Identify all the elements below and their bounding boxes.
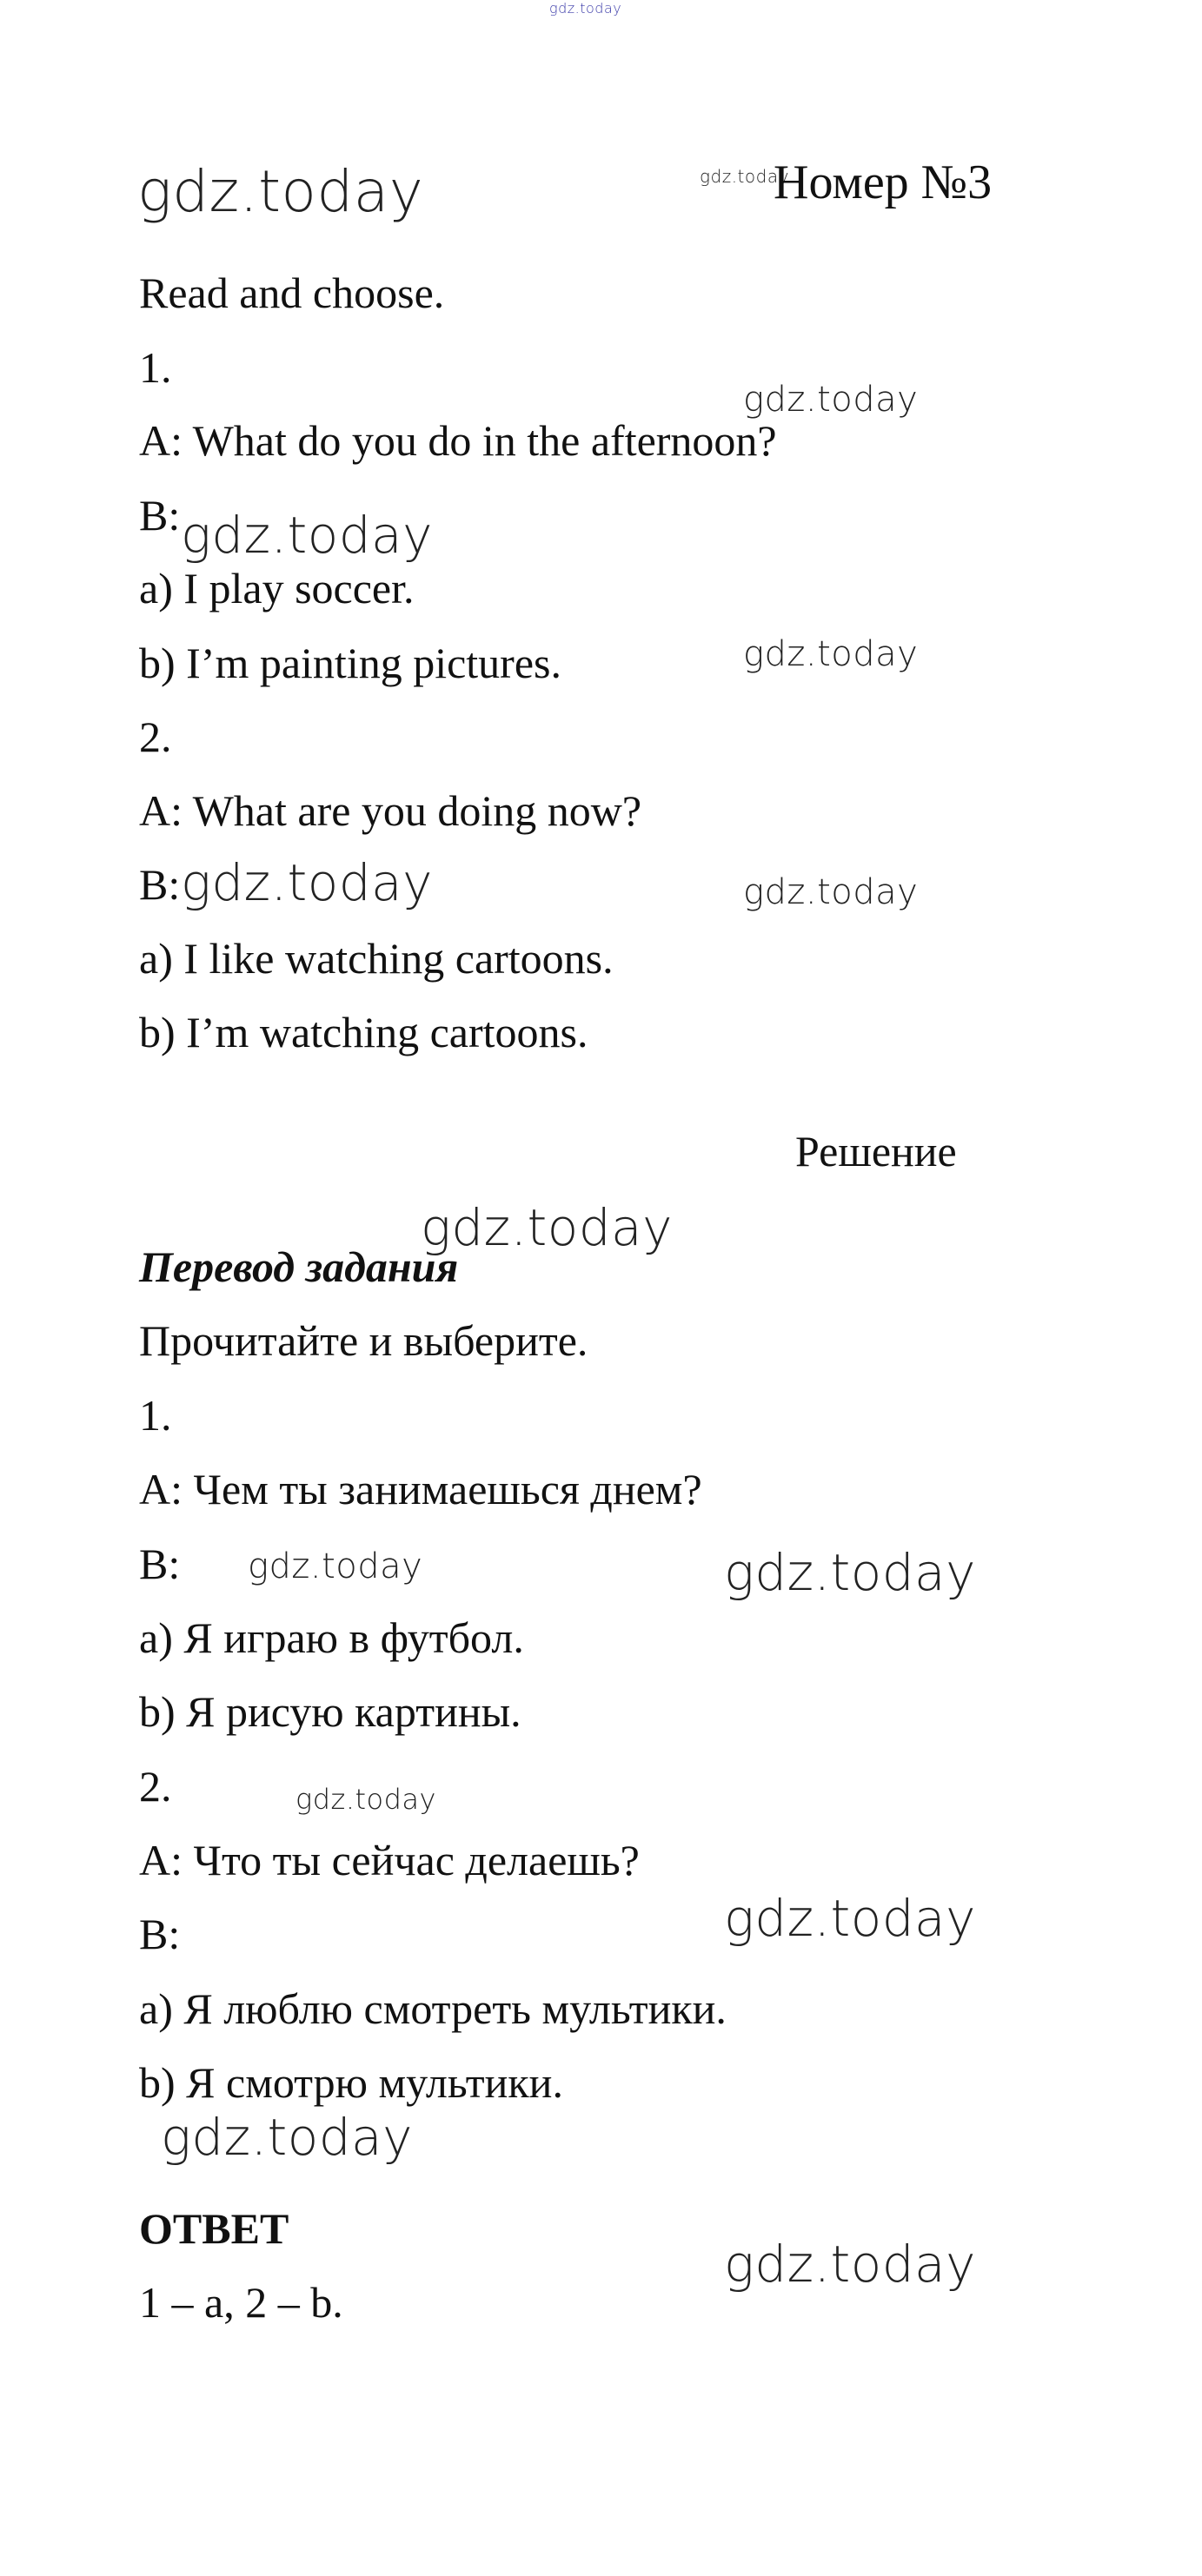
watermark: gdz.today — [181, 853, 433, 912]
watermark: gdz.today — [181, 506, 433, 565]
watermark-header-logo: gdz.today — [137, 158, 424, 225]
watermark: gdz.today — [724, 1543, 976, 1602]
option: a) Я люблю смотреть мультики. — [139, 1984, 727, 2033]
watermark: gdz.today — [248, 1546, 423, 1586]
option: a) I like watching cartoons. — [139, 934, 614, 983]
answer-text: 1 – a, 2 – b. — [139, 2278, 343, 2327]
question-line: A: What are you doing now? — [139, 786, 642, 835]
answer-prompt: B: — [139, 1540, 181, 1588]
translation-instruction: Прочитайте и выберите. — [139, 1316, 588, 1365]
watermark: gdz.today — [724, 2235, 976, 2294]
question-line: A: What do you do in the afternoon? — [139, 416, 777, 465]
option: a) I play soccer. — [139, 564, 415, 613]
question-number: 2. — [139, 712, 172, 761]
question-line: A: Что ты сейчас делаешь? — [139, 1836, 640, 1884]
watermark: gdz.today — [743, 872, 919, 912]
task-instruction: Read and choose. — [139, 268, 445, 317]
watermark-header-small: gdz.today — [700, 166, 789, 187]
watermark: gdz.today — [724, 1889, 976, 1948]
watermark: gdz.today — [161, 2108, 413, 2167]
watermark-top: gdz.today — [549, 0, 622, 17]
watermark: gdz.today — [421, 1198, 673, 1257]
answer-prompt: B: — [139, 491, 181, 540]
question-number: 1. — [139, 343, 172, 392]
option: b) I’m painting pictures. — [139, 639, 561, 687]
translation-title: Перевод задания — [139, 1242, 459, 1291]
watermark: gdz.today — [743, 380, 919, 420]
option: b) Я смотрю мультики. — [139, 2058, 563, 2107]
option: b) Я рисую картины. — [139, 1687, 521, 1736]
question-line: A: Чем ты занимаешься днем? — [139, 1465, 702, 1513]
option: b) I’m watching cartoons. — [139, 1008, 588, 1056]
option: a) Я играю в футбол. — [139, 1613, 524, 1662]
question-number: 2. — [139, 1762, 172, 1811]
solution-heading: Решение — [795, 1127, 957, 1175]
answer-prompt: B: — [139, 1910, 181, 1958]
page-title: Номер №3 — [774, 156, 993, 209]
watermark: gdz.today — [296, 1783, 436, 1816]
question-number: 1. — [139, 1391, 172, 1440]
answer-heading: ОТВЕТ — [139, 2204, 289, 2253]
answer-prompt: B: — [139, 860, 181, 909]
watermark: gdz.today — [743, 634, 919, 674]
